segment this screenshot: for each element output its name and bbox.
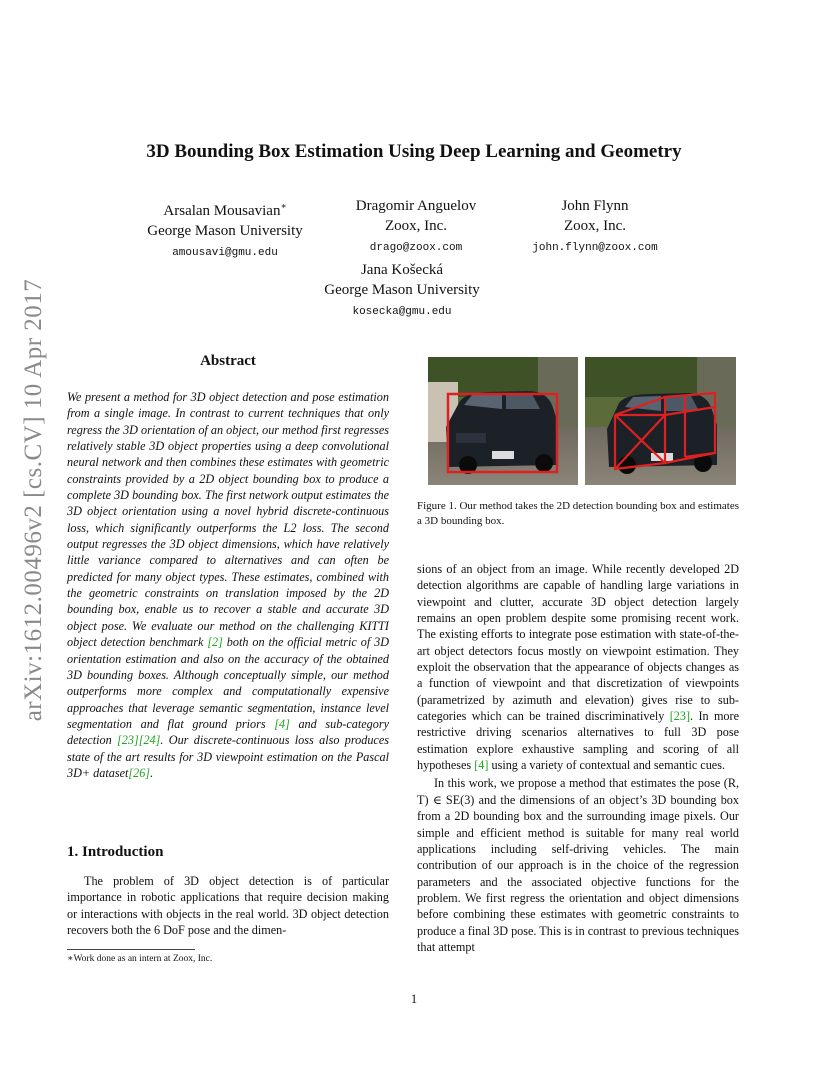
citation-link[interactable]: [23] (669, 709, 691, 724)
abstract-text: We present a method for 3D object detection and pose estimation from a single image. In contrast to current techniques that only regress the 3D orientation of an object, our method first regresses relatively stable 3D object properties using a deep convolutional neural network and then combines these estimates with geometric constraints provided by a 2D object bounding box to produce a complete 3D bounding box. The first network output estimates the 3D object orientation using a novel hybrid discrete-continuous loss, which significantly outperforms the L2 loss. The second output regresses the 3D object dimensions, which have relatively little variance compared to alternatives and can often be predicted for many object types. These estimates, combined with the geometric constraints on translation imposed by the 2D bounding box, enable us to recover a stable and accurate 3D object pose. We evaluate our method on the challenging KITTI object detection benchmark [2] both on the official metric of 3D orientation estimation and also on the accuracy of the obtained 3D bounding boxes. Although conceptually simple, our method outperforms more complex and computationally expensive approaches that leverage semantic segmentation, instance level segmentation and flat ground priors [4] and sub-category detection [23][24]. Our discrete-continuous loss also produces state of the art results for 3D viewpoint estimation on the Pascal 3D+ dataset[26]. (67, 390, 389, 780)
author-affiliation: Zoox, Inc. (563, 218, 627, 234)
citation-link[interactable]: [26] (128, 765, 151, 780)
citation-link[interactable]: [4] (474, 758, 489, 773)
right-column-text (417, 561, 739, 955)
citation-link[interactable]: [23] (117, 733, 139, 748)
author-block (495, 196, 695, 260)
introduction-paragraph: The problem of 3D object detection is of particular importance in robotic applications that require decision making or interactions with objects in the real world. 3D object detection recovers both the 6 DoF pose and the dimen- (67, 874, 389, 938)
author-name: Jana Košecká (360, 262, 444, 278)
author-affiliation: George Mason University (147, 223, 303, 239)
figure-3d-bbox-image (585, 357, 736, 485)
footnote-divider (67, 949, 195, 950)
abstract-heading: Abstract (200, 353, 256, 369)
figure-2d-detection-image (428, 357, 578, 485)
author-affiliation: Zoox, Inc. (384, 218, 448, 234)
author-block (316, 196, 516, 260)
page-number: 1 (410, 992, 418, 1006)
paragraph: In this work, we propose a method that estimates the pose (R, T) ∈ SE(3) and the dimensions of an object’s 3D bounding box from a 2D bounding box and the surrounding image pixels. Our simple and efficient method is suitable for many real world applications including self-driving vehicles. The main contribution of our approach is in the choice of the regression parameters and the associated objective functions for the problem. We first regress the orientation and object dimensions before combining these estimates with geometric constraints to produce a final 3D pose. This is in contrast to previous techniques that attempt (417, 776, 739, 954)
arxiv-sidebar-stamp (8, 230, 60, 770)
author-name: Arsalan Mousavian (163, 203, 281, 219)
author-email: amousavi@gmu.edu (172, 247, 278, 259)
introduction-heading: 1. Introduction (67, 844, 164, 860)
arxiv-identifier: arXiv:1612.00496v2 [cs.CV] 10 Apr 2017 (20, 278, 47, 722)
author-mark: ∗ (280, 201, 287, 211)
author-name: John Flynn (561, 198, 629, 214)
author-email: drago@zoox.com (369, 242, 463, 254)
author-affiliation: George Mason University (324, 282, 480, 298)
author-email: john.flynn@zoox.com (532, 242, 658, 254)
author-name: Dragomir Anguelov (355, 198, 477, 214)
paragraph: sions of an object from an image. While recently developed 2D detection algorithms are capable of handling large variations in viewpoint and clutter, accurate 3D object detection largely remains an open problem despite some promising recent work. The existing efforts to integrate pose estimation with state-of-the-art object detectors focus mostly on viewpoint estimation. They exploit the observation that the appearance of objects changes as a function of viewpoint and that discretization of viewpoints (parametrized by azimuth and elevation) gives rise to sub-categories which can be trained discriminatively [23]. In more restrictive driving scenarios alternatives to full 3D pose estimation explore exhaustive sampling and scoring of all hypotheses [4] using a variety of contextual and semantic cues. (417, 562, 739, 773)
citation-link[interactable]: [24] (138, 733, 161, 748)
paper-title: 3D Bounding Box Estimation Using Deep Learning and Geometry (146, 141, 682, 162)
figure-caption: Figure 1. Our method takes the 2D detection bounding box and estimates a 3D bounding box. (417, 500, 739, 527)
citation-link[interactable]: [2] (207, 635, 223, 650)
author-block (125, 196, 325, 265)
author-block (302, 260, 502, 324)
citation-link[interactable]: [4] (274, 716, 290, 731)
footnote: ∗Work done as an intern at Zoox, Inc. (67, 954, 213, 964)
author-email: kosecka@gmu.edu (352, 306, 452, 318)
